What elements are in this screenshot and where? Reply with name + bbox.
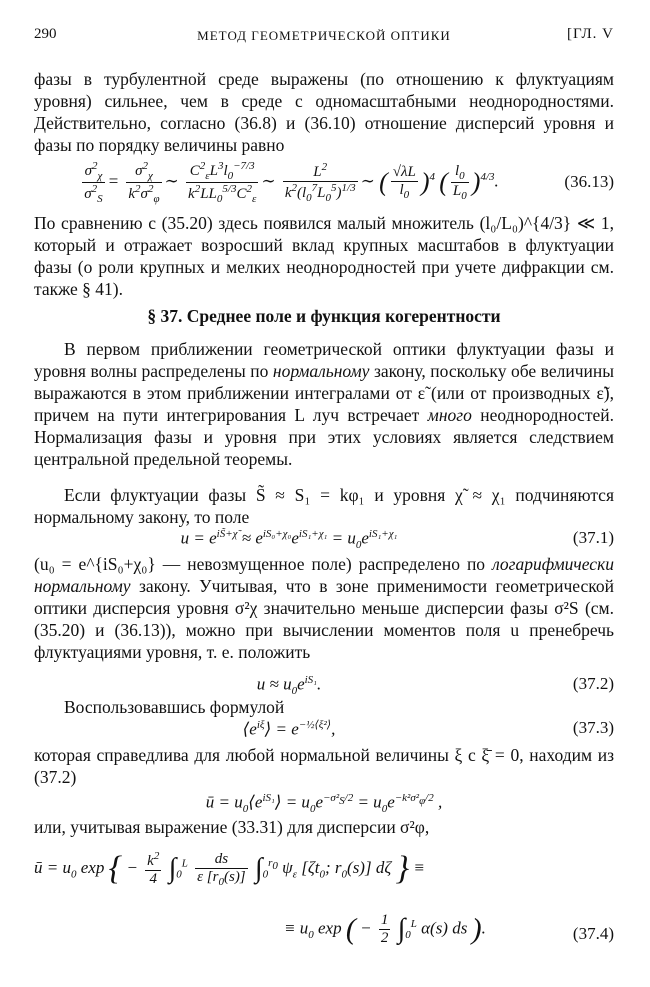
emphasis: нормальному: [272, 361, 370, 381]
section-title: § 37. Среднее поле и функция когерентности: [147, 306, 501, 326]
equation-body: $u \approx u_0e^{iS_1}$.: [256, 674, 322, 698]
page-header: [34, 26, 614, 48]
text-span: (u₀ = e^{iS₀+χ₀} — невозмущенное поле) распределено по: [34, 554, 493, 574]
paragraph-3: [34, 338, 614, 470]
text-span: неоднородностей. Нормализация фазы и уровня при этих условиях является следствием центральной предельной теоремы.: [34, 405, 614, 469]
running-title: МЕТОД ГЕОМЕТРИЧЕСКОЙ ОПТИКИ: [197, 28, 451, 43]
equation-number: (37.4): [572, 924, 614, 943]
paragraph-6: Воспользовавшись формулой: [64, 697, 285, 717]
paragraph-2: По сравнению с (35.20) здесь появился малый множитель (l₀/L₀)^{4/3} ≪ 1, который и отражает возросший вклад крупных масштабов в флуктуации фазы (о роли крупных и мелких неоднородностей при учете дифракции см. также § 41).: [34, 213, 614, 299]
equation-37-4-line-2: [34, 912, 614, 962]
paragraph-8: или, учитывая выражение (33.31) для дисперсии σ²φ,: [34, 817, 430, 837]
chapter-label: [ГЛ. V: [566, 26, 614, 42]
paragraph-1: фазы в турбулентной среде выражены (по отношению к флуктуациям уровня) сильнее, чем в среде с одномасштабными неоднородностями. Действительно, согласно (36.8) и (36.10) отношение дисперсий уровня и фазы по порядку величины равно: [34, 69, 614, 155]
equation-body: ū = $u_0⟨e^{iS_1}⟩ = u_0e^{-\sigma^2_S/2} = u_0e^{-k^2\sigma^2_\varphi/2}$ ,: [205, 792, 443, 816]
equation-body: $u = e^{iS̃+\chĩ} \approx e^{iS_0+\chi_0}e^{iS_1+\chi_1} = u_0e^{iS_1+\chi_1}$: [180, 528, 398, 552]
equation-number: (37.1): [572, 528, 614, 547]
equation-number: (36.13): [564, 172, 614, 191]
page-number: 290: [34, 26, 57, 42]
equation-37-3: [34, 718, 614, 740]
paragraph-5: [34, 553, 614, 663]
equation-37-1: [34, 528, 614, 550]
paragraph-4: Если флуктуации фазы S̃ ≈ S₁ = kφ₁ и уровня χ̃ ≈ χ₁ подчиняются нормальному закону, то поле: [34, 485, 614, 527]
paragraph-7: которая справедлива для любой нормальной величины ξ с ξ̄ = 0, находим из (37.2): [34, 745, 614, 787]
equation-mean-field: [34, 792, 614, 814]
equation-number: (37.2): [572, 674, 614, 693]
equation-number: (37.3): [572, 718, 614, 737]
equation-body: $⟨e^{i\xi}⟩ = e^{-\frac{1}{2}⟨\xi^2⟩}$,: [242, 719, 336, 739]
equation-body: $\frac{\sigma^2_\chi}{\sigma^2_S}$ = $\frac{\sigma^2_\chi}{k^2\sigma^2_\varphi}$ ∼ $\frac{C^2_\varepsilon L^3l_0^{-7/3}}{k^2LL_0^{5/3}C^2_\varepsilon}$ ∼ $\frac{L^2}{k^2(l_0^7L_0^5)^{1/3}}$ ∼ ( $\frac{√\lambda L}{l_0}$ )$^4$ ( $\frac{l_0}{L_0}$ )$^{4/3}$.: [84, 160, 499, 205]
equation-37-4-line-1: [34, 850, 614, 910]
equation-36-13: [34, 160, 614, 206]
emphasis: много: [427, 405, 472, 425]
equation-body: ≡ $u_0$ exp ( − $\frac{1}{2}$ $\int_0^L$ α(s) ds ).: [284, 912, 486, 946]
text-span: закону. Учитывая, что в зоне применимости геометрической оптики дисперсия уровня σ²χ значительно меньше дисперсии фазы σ²S (см. (35.20) и (36.13)), можно при вычислении моментов поля u пренебречь флуктуациями уровня, т. е. положить: [34, 576, 614, 662]
text-span: закону, поскольку обе величины выражаются в этом приближении интегралами от ε̃ (или от производных ε̃), причем на пути интегрирования L луч встречает: [34, 361, 614, 425]
emphasis: логарифмически нормальному: [34, 554, 614, 596]
equation-37-2: [34, 674, 614, 696]
equation-body: ū = $u_0$ exp { − $\frac{k^2}{4}$ $\int_0^L$ $\frac{ds}{\varepsilon [r_0(s)]}$ $\int_0^{r_0}$ $\psi_\varepsilon$ [$\zeta t_0$; $r_0(s)$] dζ } ≡: [34, 850, 425, 888]
text-span: В первом приближении геометрической оптики флуктуации фазы и уровня волны распределены по: [34, 339, 614, 381]
